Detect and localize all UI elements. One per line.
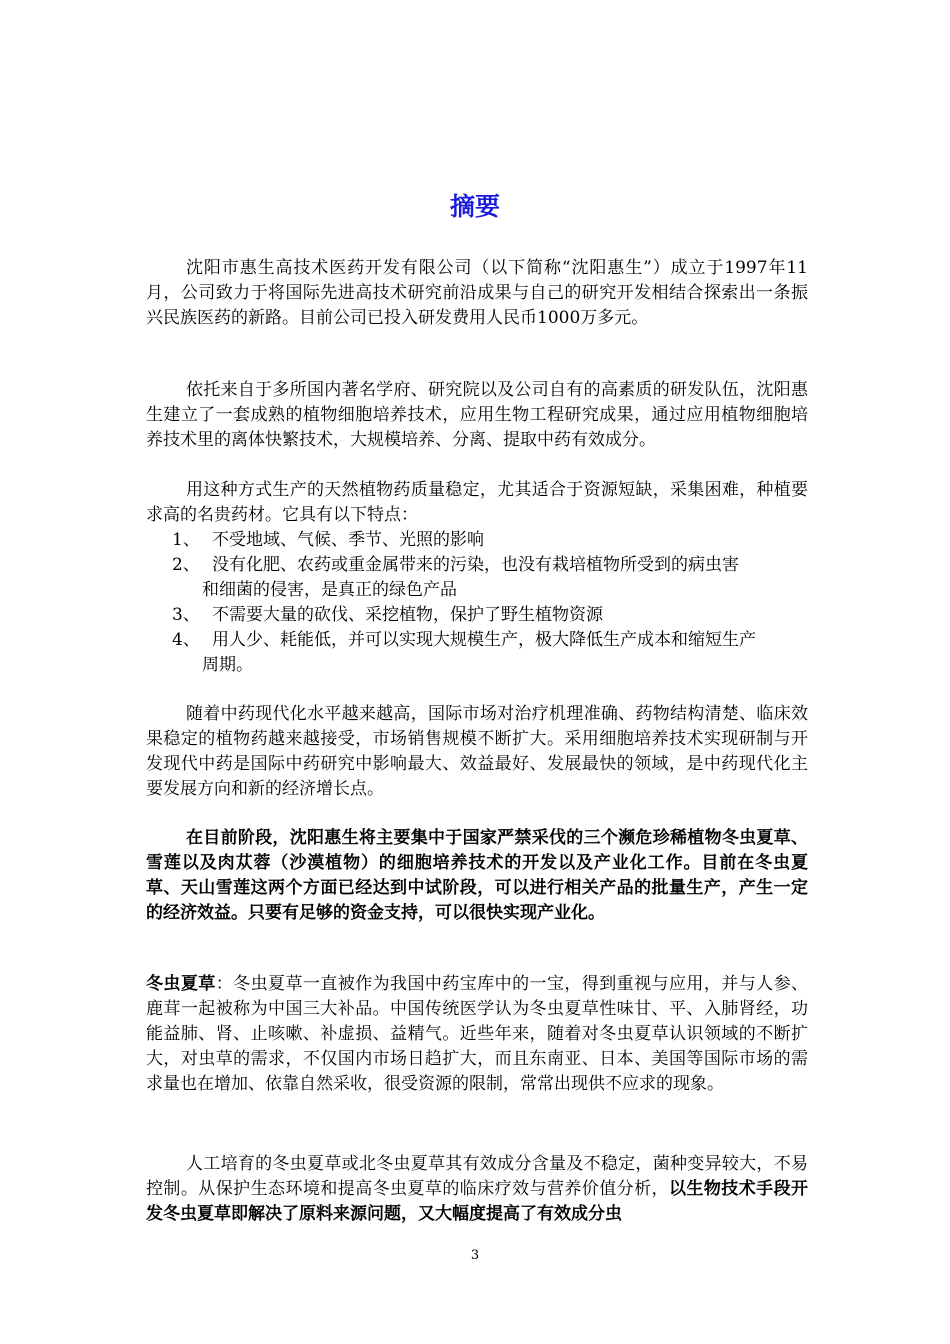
list-text: 不受地域、气候、季节、光照的影响: [212, 530, 484, 550]
list-item-3: [172, 603, 808, 628]
paragraph-current-stage: 在目前阶段，沈阳惠生将主要集中于国家严禁采伐的三个濒危珍稀植物冬虫夏草、雪莲以及肉苁蓉（沙漠植物）的细胞培养技术的开发以及产业化工作。目前在冬虫夏草、天山雪莲这两个方面已经达到中试阶段，可以进行相关产品的批量生产，产生一定的经济效益。只要有足够的资金支持，可以很快实现产业化。: [146, 828, 808, 923]
paragraph-intro: 沈阳市惠生高技术医药开发有限公司（以下简称“沈阳惠生”）成立于1997年11月，公司致力于将国际先进高技术研究前沿成果与自己的研究开发相结合探索出一条振兴民族医药的新路。目前公司已投入研发费用人民币1000万多元。: [146, 258, 808, 328]
list-text: 不需要大量的砍伐、采挖植物，保护了野生植物资源: [212, 605, 603, 625]
cordyceps-text: ：冬虫夏草一直被作为我国中药宝库中的一宝，得到重视与应用，并与人参、鹿茸一起被称为中国三大补品。中国传统医学认为冬虫夏草性味甘、平、入肺肾经，功能益肺、肾、止咳嗽、补虚损、益精气。近些年来，随着对冬虫夏草认识领域的不断扩大，对虫草的需求，不仅国内市场日趋扩大，而且东南亚、日本、美国等国际市场的需求量也在增加、依靠自然采收，很受资源的限制，常常出现供不应求的现象。: [146, 974, 809, 1094]
list-item-2: [172, 553, 808, 603]
paragraph-market: 随着中药现代化水平越来越高，国际市场对治疗机理准确、药物结构清楚、临床效果稳定的植物药越来越接受，市场销售规模不断扩大。采用细胞培养技术实现研制与开发现代中药是国际中药研究中影响最大、效益最好、发展最快的领域，是中药现代化主要发展方向和新的经济增长点。: [146, 704, 808, 799]
paragraph-cordyceps: [146, 972, 808, 1097]
list-text: 没有化肥、农药或重金属带来的污染，也没有栽培植物所受到的病虫害: [212, 555, 739, 575]
list-text-continued: 和细菌的侵害，是真正的绿色产品: [202, 580, 457, 600]
list-item-4: [172, 628, 808, 678]
paragraph-features-intro: 用这种方式生产的天然植物药质量稳定，尤其适合于资源短缺，采集困难，种植要求高的名贵药材。它具有以下特点：: [146, 480, 808, 525]
cultivation-bold-text: 以生物技术手段开发冬虫夏草即解决了原料来源问题，又大幅度提高了有效成分虫: [146, 1179, 809, 1224]
list-item-1: [172, 528, 808, 553]
list-number: 1、: [172, 530, 200, 550]
paragraph-artificial-cultivation: [146, 1152, 808, 1227]
page-number: 3: [470, 1248, 480, 1263]
list-number: 2、: [172, 555, 200, 575]
list-number: 4、: [172, 630, 200, 650]
list-number: 3、: [172, 605, 200, 625]
list-text: 用人少、耗能低，并可以实现大规模生产，极大降低生产成本和缩短生产: [212, 630, 756, 650]
page-title: 摘要: [449, 192, 500, 221]
list-text-continued: 周期。: [202, 655, 253, 675]
paragraph-rd-team: 依托来自于多所国内著名学府、研究院以及公司自有的高素质的研发队伍，沈阳惠生建立了一套成熟的植物细胞培养技术，应用生物工程研究成果，通过应用植物细胞培养技术里的离体快繁技术，大规模培养、分离、提取中药有效成分。: [146, 380, 808, 450]
cultivation-text: 人工培育的冬虫夏草或北冬虫夏草其有效成分含量及不稳定，菌种变异较大，不易控制。从保护生态环境和提高冬虫夏草的临床疗效与营养价值分析，: [146, 1154, 808, 1199]
cordyceps-label: 冬虫夏草: [146, 974, 216, 994]
